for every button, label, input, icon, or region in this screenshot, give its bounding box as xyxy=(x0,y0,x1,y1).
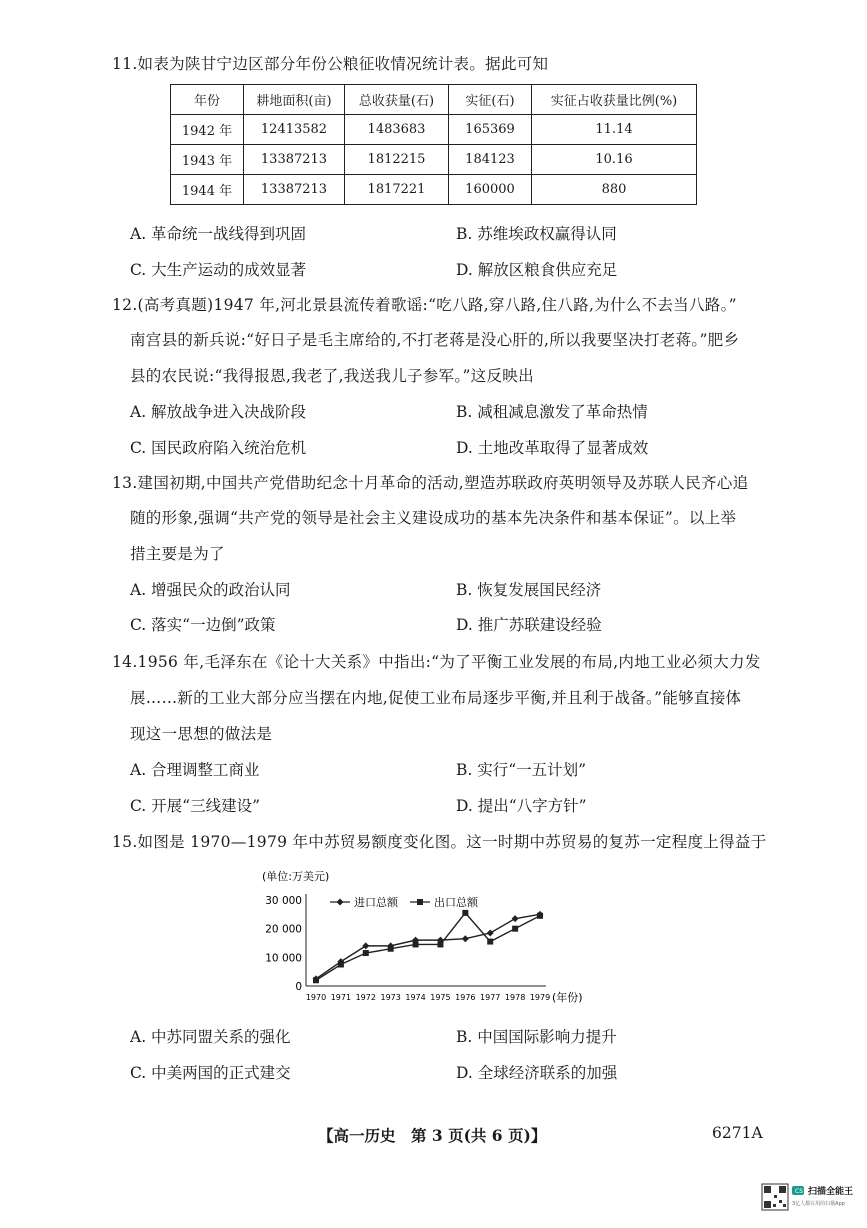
q11-option-c[interactable]: C. 大生产运动的成效显著 xyxy=(130,261,307,279)
table-cell: 1817221 xyxy=(345,175,449,205)
q13-option-c[interactable]: C. 落实“一边倒”政策 xyxy=(130,616,276,634)
q14-line-3: 现这一思想的做法是 xyxy=(130,725,273,743)
y-tick-label: 20 000 xyxy=(265,923,302,936)
q14-option-c[interactable]: C. 开展“三线建设” xyxy=(130,797,261,815)
q13-option-a[interactable]: A. 增强民众的政治认同 xyxy=(130,581,291,599)
q12-line-3: 县的农民说:“我得报恩,我老了,我送我儿子参军。”这反映出 xyxy=(130,367,534,385)
x-tick-label: 1979 xyxy=(529,993,551,1002)
table-row xyxy=(171,115,697,145)
q12-option-c[interactable]: C. 国民政府陷入统治危机 xyxy=(130,439,307,457)
stamp-subtitle: 3亿人都在用的扫描App xyxy=(792,1201,845,1207)
x-tick-label: 1973 xyxy=(380,993,401,1002)
legend-marker xyxy=(337,899,344,906)
table-cell: 1944 年 xyxy=(171,175,244,205)
data-point-1 xyxy=(413,941,419,947)
q11-stem: 11.如表为陕甘宁边区部分年份公粮征收情况统计表。据此可知 xyxy=(112,55,549,73)
q12-option-d[interactable]: D. 土地改革取得了显著成效 xyxy=(456,439,649,457)
chart-legend xyxy=(330,895,479,909)
x-tick-label: 1972 xyxy=(355,993,376,1002)
data-point-1 xyxy=(512,926,518,932)
q12-line-2: 南宫县的新兵说:“好日子是毛主席给的,不打老蒋是没心肝的,所以我要坚决打老蒋。”肥乡 xyxy=(130,331,740,349)
legend-marker xyxy=(417,899,423,905)
y-tick-label: 30 000 xyxy=(265,895,302,907)
table-cell: 1812215 xyxy=(345,145,449,175)
q12-option-b[interactable]: B. 减租减息激发了革命热情 xyxy=(456,403,648,421)
table-header-cell: 年份 xyxy=(171,85,244,115)
table-cell: 880 xyxy=(532,175,697,205)
table-cell: 165369 xyxy=(449,115,532,145)
table-cell: 11.14 xyxy=(532,115,697,145)
page-footer: 【高一历史 第 3 页(共 6 页)】 xyxy=(318,1126,547,1145)
q13-option-d[interactable]: D. 推广苏联建设经验 xyxy=(456,616,602,634)
data-point-1 xyxy=(363,950,369,956)
table-cell: 1942 年 xyxy=(171,115,244,145)
data-point-1 xyxy=(313,977,319,983)
scanner-watermark xyxy=(760,1180,860,1220)
table-row xyxy=(171,175,697,205)
svg-text:CS: CS xyxy=(795,1188,803,1195)
chart-plot xyxy=(313,910,544,983)
x-tick-label: 1974 xyxy=(405,993,426,1002)
data-point-1 xyxy=(338,962,344,968)
table-cell: 12413582 xyxy=(244,115,345,145)
q13-line-3: 措主要是为了 xyxy=(130,545,225,563)
data-point-1 xyxy=(388,946,394,952)
legend-label: 出口总额 xyxy=(434,896,478,909)
table-cell: 13387213 xyxy=(244,175,345,205)
x-tick-label: 1977 xyxy=(480,993,501,1002)
q15-option-b[interactable]: B. 中国国际影响力提升 xyxy=(456,1028,617,1046)
q13-line-1: 13.建国初期,中国共产党借助纪念十月革命的活动,塑造苏联政府英明领导及苏联人民齐心追 xyxy=(112,474,749,492)
table-header-cell: 耕地面积(亩) xyxy=(244,85,345,115)
q15-option-d[interactable]: D. 全球经济联系的加强 xyxy=(456,1064,618,1082)
chart-axes xyxy=(265,894,582,1004)
grain-table xyxy=(170,84,697,205)
table-header-cell: 实征(石) xyxy=(449,85,532,115)
stamp-title: 扫描全能王 xyxy=(808,1187,854,1197)
q11-option-a[interactable]: A. 革命统一战线得到巩固 xyxy=(130,225,307,243)
data-point-1 xyxy=(437,941,443,947)
data-point-0 xyxy=(487,929,494,936)
q14-line-1: 14.1956 年,毛泽东在《论十大关系》中指出:“为了平衡工业发展的布局,内地工业必须大力发 xyxy=(112,653,761,671)
q12-option-a[interactable]: A. 解放战争进入决战阶段 xyxy=(130,403,307,421)
data-point-1 xyxy=(462,910,468,916)
x-tick-label: 1978 xyxy=(504,993,526,1002)
x-tick-label: 1971 xyxy=(330,993,352,1002)
y-tick-label: 10 000 xyxy=(265,952,302,965)
x-tick-label: 1975 xyxy=(430,993,451,1002)
data-point-1 xyxy=(537,913,543,919)
q14-line-2: 展……新的工业大部分应当摆在内地,促使工业布局逐步平衡,并且利于战备。”能够直接体 xyxy=(130,689,742,707)
table-cell: 13387213 xyxy=(244,145,345,175)
x-tick-label: 1970 xyxy=(305,993,327,1002)
q11-option-d[interactable]: D. 解放区粮食供应充足 xyxy=(456,261,618,279)
table-header-cell: 总收获量(石) xyxy=(345,85,449,115)
q15-stem: 15.如图是 1970—1979 年中苏贸易额度变化图。这一时期中苏贸易的复苏一定程度上得益于 xyxy=(112,833,767,851)
table-cell: 10.16 xyxy=(532,145,697,175)
chart-unit-label: (单位:万美元) xyxy=(262,870,330,883)
exam-code: 6271A xyxy=(712,1124,763,1142)
q15-option-c[interactable]: C. 中美两国的正式建交 xyxy=(130,1064,291,1082)
q14-option-d[interactable]: D. 提出“八字方针” xyxy=(456,797,587,815)
table-cell: 160000 xyxy=(449,175,532,205)
table-row xyxy=(171,145,697,175)
table-cell: 1943 年 xyxy=(171,145,244,175)
data-point-0 xyxy=(462,935,469,942)
trade-line-chart xyxy=(258,864,618,1009)
data-point-1 xyxy=(487,939,493,945)
table-cell: 1483683 xyxy=(345,115,449,145)
x-tick-label: 1976 xyxy=(455,993,476,1002)
table-header-cell: 实征占收获量比例(%) xyxy=(532,85,697,115)
q14-option-a[interactable]: A. 合理调整工商业 xyxy=(130,761,260,779)
q13-option-b[interactable]: B. 恢复发展国民经济 xyxy=(456,581,602,599)
q11-option-b[interactable]: B. 苏维埃政权赢得认同 xyxy=(456,225,617,243)
q13-line-2: 随的形象,强调“共产党的领导是社会主义建设成功的基本先决条件和基本保证”。以上举 xyxy=(130,509,737,527)
legend-label: 进口总额 xyxy=(354,896,398,909)
y-tick-label: 0 xyxy=(295,981,302,993)
x-axis-suffix: (年份) xyxy=(552,991,583,1004)
q14-option-b[interactable]: B. 实行“一五计划” xyxy=(456,761,587,779)
table-cell: 184123 xyxy=(449,145,532,175)
q15-option-a[interactable]: A. 中苏同盟关系的强化 xyxy=(130,1028,291,1046)
table-header-row xyxy=(171,85,697,115)
q12-line-1: 12.(高考真题)1947 年,河北景县流传着歌谣:“吃八路,穿八路,住八路,为什么不去当八路。” xyxy=(112,296,737,314)
data-point-0 xyxy=(512,915,519,922)
series-line-0 xyxy=(316,914,540,979)
data-point-0 xyxy=(362,942,369,949)
